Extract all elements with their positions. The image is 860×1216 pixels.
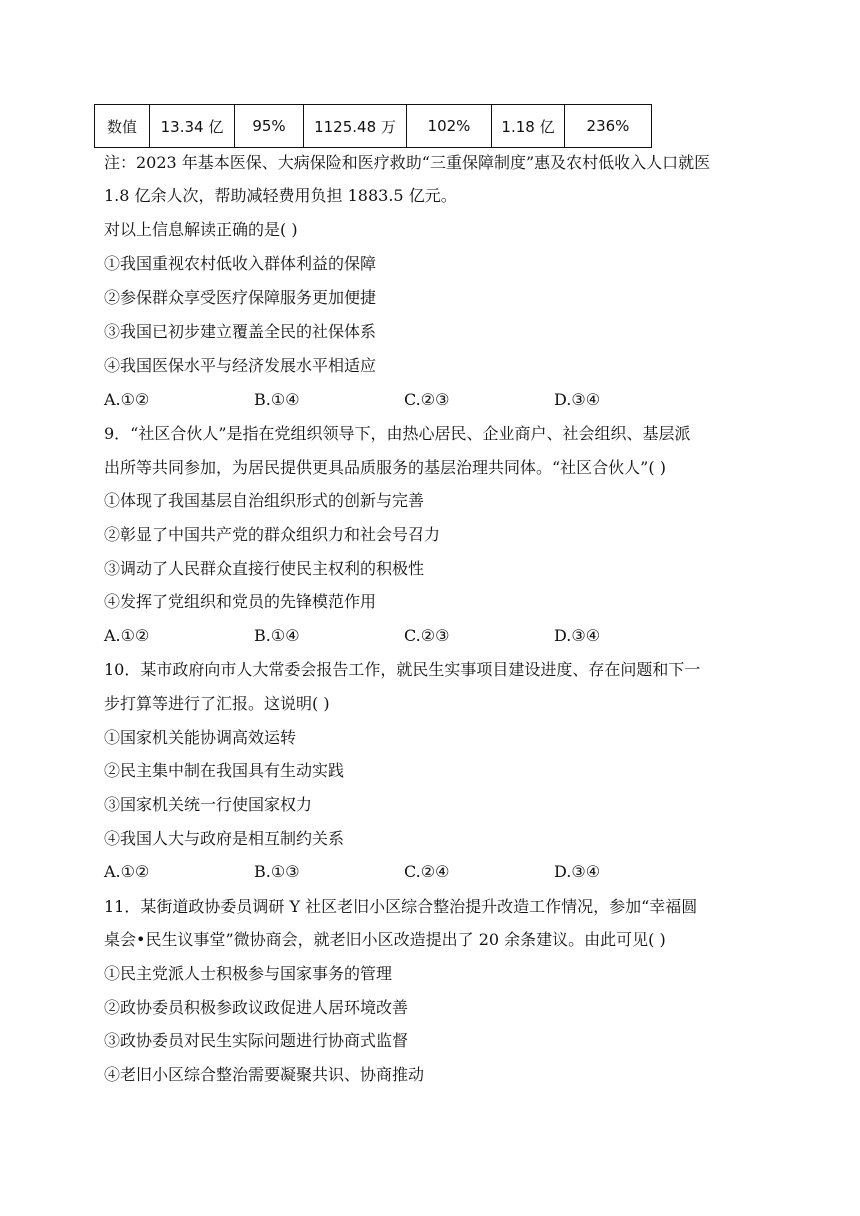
question-11-item-4: ④老旧小区综合整治需要凝聚共识、协商推动 — [104, 1065, 425, 1084]
option-d: D.③④ — [554, 862, 601, 881]
table-cell: 102% — [407, 105, 492, 148]
question-10-item-3: ③国家机关统一行使国家权力 — [104, 795, 313, 814]
table-cell: 236% — [565, 105, 652, 148]
table-cell: 1.18 亿 — [492, 105, 565, 148]
question-11-item-2: ②政协委员积极参政议政促进人居环境改善 — [104, 998, 409, 1017]
question-8-item-1: ①我国重视农村低收入群体利益的保障 — [104, 254, 377, 273]
question-10-item-2: ②民主集中制在我国具有生动实践 — [104, 761, 345, 780]
option-c: C.②④ — [404, 862, 450, 881]
option-b: B.①③ — [254, 862, 300, 881]
question-9-item-2: ②彰显了中国共产党的群众组织力和社会号召力 — [104, 525, 441, 544]
question-11-stem-line-1: 11．某街道政协委员调研 Y 社区老旧小区综合整治提升改造工作情况，参加“幸福圆 — [104, 897, 698, 916]
question-10-stem-line-2: 步打算等进行了汇报。这说明( ) — [104, 694, 330, 713]
option-b: B.①④ — [254, 390, 300, 409]
question-11-item-1: ①民主党派人士积极参与国家事务的管理 — [104, 964, 393, 983]
note-line-2: 1.8 亿余人次，帮助减轻费用负担 1883.5 亿元。 — [104, 186, 457, 205]
table-row — [95, 105, 652, 148]
question-11-stem-line-2: 桌会•民生议事堂”微协商会，就老旧小区改造提出了 20 余条建议。由此可见( ) — [104, 930, 666, 949]
option-a: A.①② — [104, 862, 150, 881]
option-d: D.③④ — [554, 626, 601, 645]
question-8-stem: 对以上信息解读正确的是( ) — [104, 220, 298, 239]
question-8-item-4: ④我国医保水平与经济发展水平相适应 — [104, 356, 377, 375]
question-9-item-4: ④发挥了党组织和党员的先锋模范作用 — [104, 592, 377, 611]
table-cell-label: 数值 — [95, 105, 150, 148]
table-cell: 1125.48 万 — [304, 105, 407, 148]
question-9-item-1: ①体现了我国基层自治组织形式的创新与完善 — [104, 491, 425, 510]
option-a: A.①② — [104, 626, 150, 645]
option-b: B.①④ — [254, 626, 300, 645]
note-line-1: 注：2023 年基本医保、大病保险和医疗救助“三重保障制度”惠及农村低收入人口就医 — [104, 153, 711, 172]
question-9-stem-line-2: 出所等共同参加，为居民提供更具品质服务的基层治理共同体。“社区合伙人”( ) — [104, 458, 666, 477]
option-d: D.③④ — [554, 390, 601, 409]
table-cell: 13.34 亿 — [150, 105, 235, 148]
option-a: A.①② — [104, 390, 150, 409]
option-c: C.②③ — [404, 626, 450, 645]
question-9-item-3: ③调动了人民群众直接行使民主权利的积极性 — [104, 559, 425, 578]
table-cell: 95% — [235, 105, 304, 148]
option-c: C.②③ — [404, 390, 450, 409]
question-10-item-4: ④我国人大与政府是相互制约关系 — [104, 829, 345, 848]
question-8-item-3: ③我国已初步建立覆盖全民的社保体系 — [104, 322, 377, 341]
question-9-stem-line-1: 9．“社区合伙人”是指在党组织领导下，由热心居民、企业商户、社会组织、基层派 — [104, 424, 691, 443]
question-10-stem-line-1: 10．某市政府向市人大常委会报告工作，就民生实事项目建设进度、存在问题和下一 — [104, 660, 701, 679]
data-table-row — [94, 104, 652, 148]
question-10-item-1: ①国家机关能协调高效运转 — [104, 728, 297, 747]
question-8-item-2: ②参保群众享受医疗保障服务更加便捷 — [104, 288, 377, 307]
question-11-item-3: ③政协委员对民生实际问题进行协商式监督 — [104, 1031, 409, 1050]
